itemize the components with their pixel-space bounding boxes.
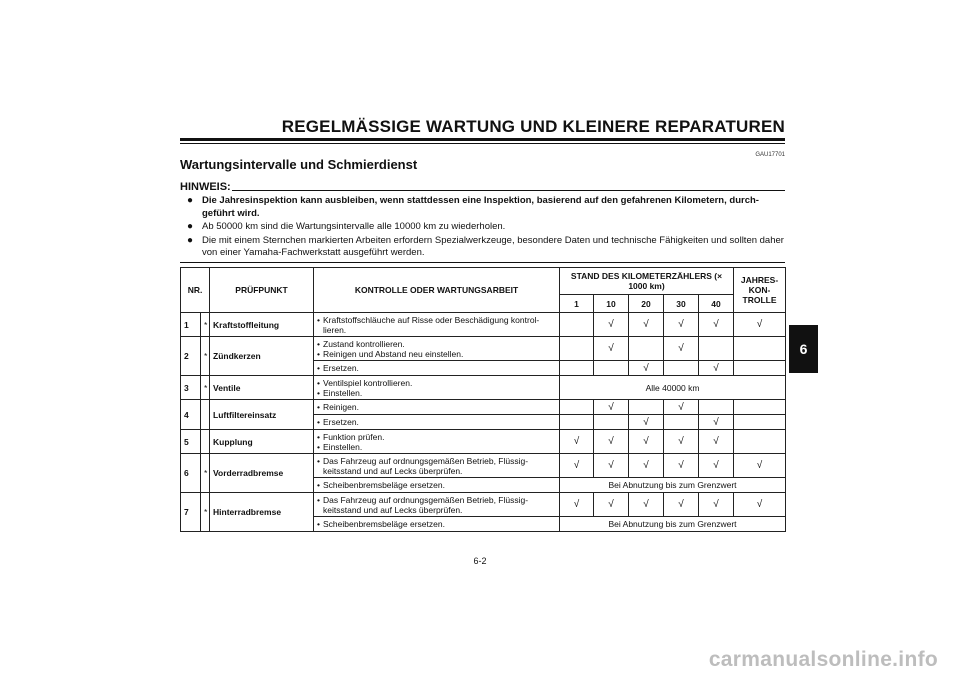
table-row [181, 430, 786, 454]
row-item: Luftfiltereinsatz [210, 400, 314, 430]
note-item [187, 195, 785, 220]
row-work [314, 430, 560, 454]
check-cell [734, 361, 786, 376]
header-item: PRÜFPUNKT [210, 268, 314, 313]
check-cell [560, 415, 594, 430]
row-work [314, 313, 560, 337]
table-row [181, 454, 786, 478]
table-row [181, 376, 786, 400]
row-work [314, 517, 560, 532]
check-cell: √ [734, 493, 786, 517]
row-item: Hinterradbremse [210, 493, 314, 532]
header-work: KONTROLLE ODER WARTUNGSARBEIT [314, 268, 560, 313]
check-cell: √ [560, 430, 594, 454]
work-item: • Reinigen und Abstand neu einstellen. [317, 349, 556, 359]
check-cell: √ [594, 454, 629, 478]
check-cell [664, 361, 699, 376]
check-cell: √ [734, 313, 786, 337]
work-item: • Scheibenbremsbeläge ersetzen. [317, 519, 556, 529]
row-number: 2 [181, 337, 201, 376]
row-number: 3 [181, 376, 201, 400]
check-cell [560, 337, 594, 361]
row-item: Kupplung [210, 430, 314, 454]
check-cell [629, 400, 664, 415]
row-work [314, 361, 560, 376]
check-cell: √ [664, 337, 699, 361]
row-number: 6 [181, 454, 201, 493]
header-km: 20 [629, 295, 664, 313]
check-cell [699, 337, 734, 361]
row-star: * [201, 313, 210, 337]
check-cell [594, 415, 629, 430]
page-number: 6-2 [473, 556, 487, 566]
title-rule-thin [180, 143, 785, 144]
check-cell [699, 400, 734, 415]
work-item: • Kraftstoffschläuche auf Risse oder Beschädigung kontrol-lieren. [317, 315, 556, 335]
title-rule [180, 138, 785, 141]
check-cell [734, 400, 786, 415]
document-code: GAU17701 [755, 152, 785, 158]
row-item: Vorderradbremse [210, 454, 314, 493]
row-work [314, 493, 560, 517]
work-item: • Einstellen. [317, 388, 556, 398]
table-row [181, 337, 786, 361]
check-cell: √ [664, 400, 699, 415]
note-text: Die Jahresinspektion kann ausbleiben, wenn stattdessen eine Inspektion, basierend auf den gefahrenen Kilometern, durch-geführt wird. [202, 195, 759, 219]
row-number: 1 [181, 313, 201, 337]
work-item: • Zustand kontrollieren. [317, 339, 556, 349]
row-number: 5 [181, 430, 201, 454]
row-star [201, 430, 210, 454]
work-item: • Ersetzen. [317, 417, 556, 427]
row-star [201, 400, 210, 430]
work-item: • Reinigen. [317, 402, 556, 412]
interval-span-cell: Alle 40000 km [560, 376, 786, 400]
row-star: * [201, 454, 210, 493]
note-text: Die mit einem Sternchen markierten Arbeiten erfordern Spezialwerkzeuge, besondere Daten und technische Fähigkeiten und sollten daher von einer Yamaha-Fachwerkstatt ausgeführt werden. [202, 234, 784, 258]
check-cell: √ [594, 493, 629, 517]
note-item [187, 235, 785, 260]
note-rule-bottom [180, 262, 785, 263]
bullet-icon: ● [187, 221, 194, 232]
check-cell [629, 337, 664, 361]
check-cell: √ [699, 313, 734, 337]
check-cell [734, 337, 786, 361]
row-work [314, 454, 560, 478]
section-title: Wartungsintervalle und Schmierdienst [180, 157, 418, 172]
check-cell: √ [594, 313, 629, 337]
work-item: • Funktion prüfen. [317, 432, 556, 442]
row-number: 4 [181, 400, 201, 430]
work-item: • Das Fahrzeug auf ordnungsgemäßen Betrieb, Flüssig-keitsstand und auf Lecks überprüfen. [317, 456, 556, 476]
check-cell [734, 430, 786, 454]
check-cell: √ [699, 430, 734, 454]
check-cell: √ [664, 313, 699, 337]
chapter-tab[interactable]: 6 [789, 325, 818, 373]
check-cell: √ [699, 415, 734, 430]
check-cell: √ [629, 313, 664, 337]
maintenance-table [180, 267, 786, 532]
check-cell [734, 415, 786, 430]
table-row [181, 313, 786, 337]
row-star: * [201, 376, 210, 400]
work-item: • Das Fahrzeug auf ordnungsgemäßen Betrieb, Flüssig-keitsstand und auf Lecks überprüfen. [317, 495, 556, 515]
check-cell [560, 361, 594, 376]
check-cell: √ [699, 361, 734, 376]
check-cell: √ [699, 493, 734, 517]
check-cell: √ [594, 430, 629, 454]
row-work [314, 400, 560, 415]
row-number: 7 [181, 493, 201, 532]
row-work [314, 415, 560, 430]
check-cell: √ [629, 454, 664, 478]
watermark: carmanualsonline.info [708, 648, 938, 671]
header-km: 10 [594, 295, 629, 313]
check-cell: √ [594, 400, 629, 415]
note-heading: HINWEIS: [180, 181, 231, 193]
page-title: REGELMÄSSIGE WARTUNG UND KLEINERE REPARATUREN [281, 117, 785, 136]
note-rule [232, 190, 785, 191]
header-odometer: STAND DES KILOMETERZÄHLERS (× 1000 km) [560, 268, 734, 295]
row-item: Kraftstoffleitung [210, 313, 314, 337]
check-cell: √ [664, 454, 699, 478]
bullet-icon: ● [187, 234, 194, 246]
check-cell: √ [664, 493, 699, 517]
check-cell: √ [734, 454, 786, 478]
check-cell [664, 415, 699, 430]
interval-span-cell: Bei Abnutzung bis zum Grenzwert [560, 478, 786, 493]
row-work [314, 337, 560, 361]
work-item: • Ventilspiel kontrollieren. [317, 378, 556, 388]
row-star: * [201, 493, 210, 532]
row-item: Ventile [210, 376, 314, 400]
header-nr: NR. [181, 268, 210, 313]
header-row [181, 268, 786, 295]
table-row [181, 493, 786, 517]
table-row [181, 400, 786, 415]
header-km: 40 [699, 295, 734, 313]
header-km: 1 [560, 295, 594, 313]
row-star: * [201, 337, 210, 376]
row-work [314, 376, 560, 400]
work-item: • Scheibenbremsbeläge ersetzen. [317, 480, 556, 490]
interval-span-cell: Bei Abnutzung bis zum Grenzwert [560, 517, 786, 532]
check-cell: √ [629, 415, 664, 430]
note-item [187, 221, 785, 234]
check-cell [560, 400, 594, 415]
note-text: Ab 50000 km sind die Wartungsintervalle alle 10000 km zu wiederholen. [202, 221, 506, 232]
header-km: 30 [664, 295, 699, 313]
work-item: • Ersetzen. [317, 363, 556, 373]
check-cell [594, 361, 629, 376]
check-cell: √ [629, 361, 664, 376]
check-cell: √ [629, 430, 664, 454]
check-cell: √ [594, 337, 629, 361]
check-cell: √ [699, 454, 734, 478]
check-cell: √ [560, 493, 594, 517]
row-item: Zündkerzen [210, 337, 314, 376]
check-cell: √ [560, 454, 594, 478]
row-work [314, 478, 560, 493]
bullet-icon: ● [187, 195, 194, 206]
work-item: • Einstellen. [317, 442, 556, 452]
check-cell: √ [629, 493, 664, 517]
note-list [187, 195, 785, 261]
check-cell [560, 313, 594, 337]
header-annual: JAHRES-KON-TROLLE [734, 268, 786, 313]
check-cell: √ [664, 430, 699, 454]
